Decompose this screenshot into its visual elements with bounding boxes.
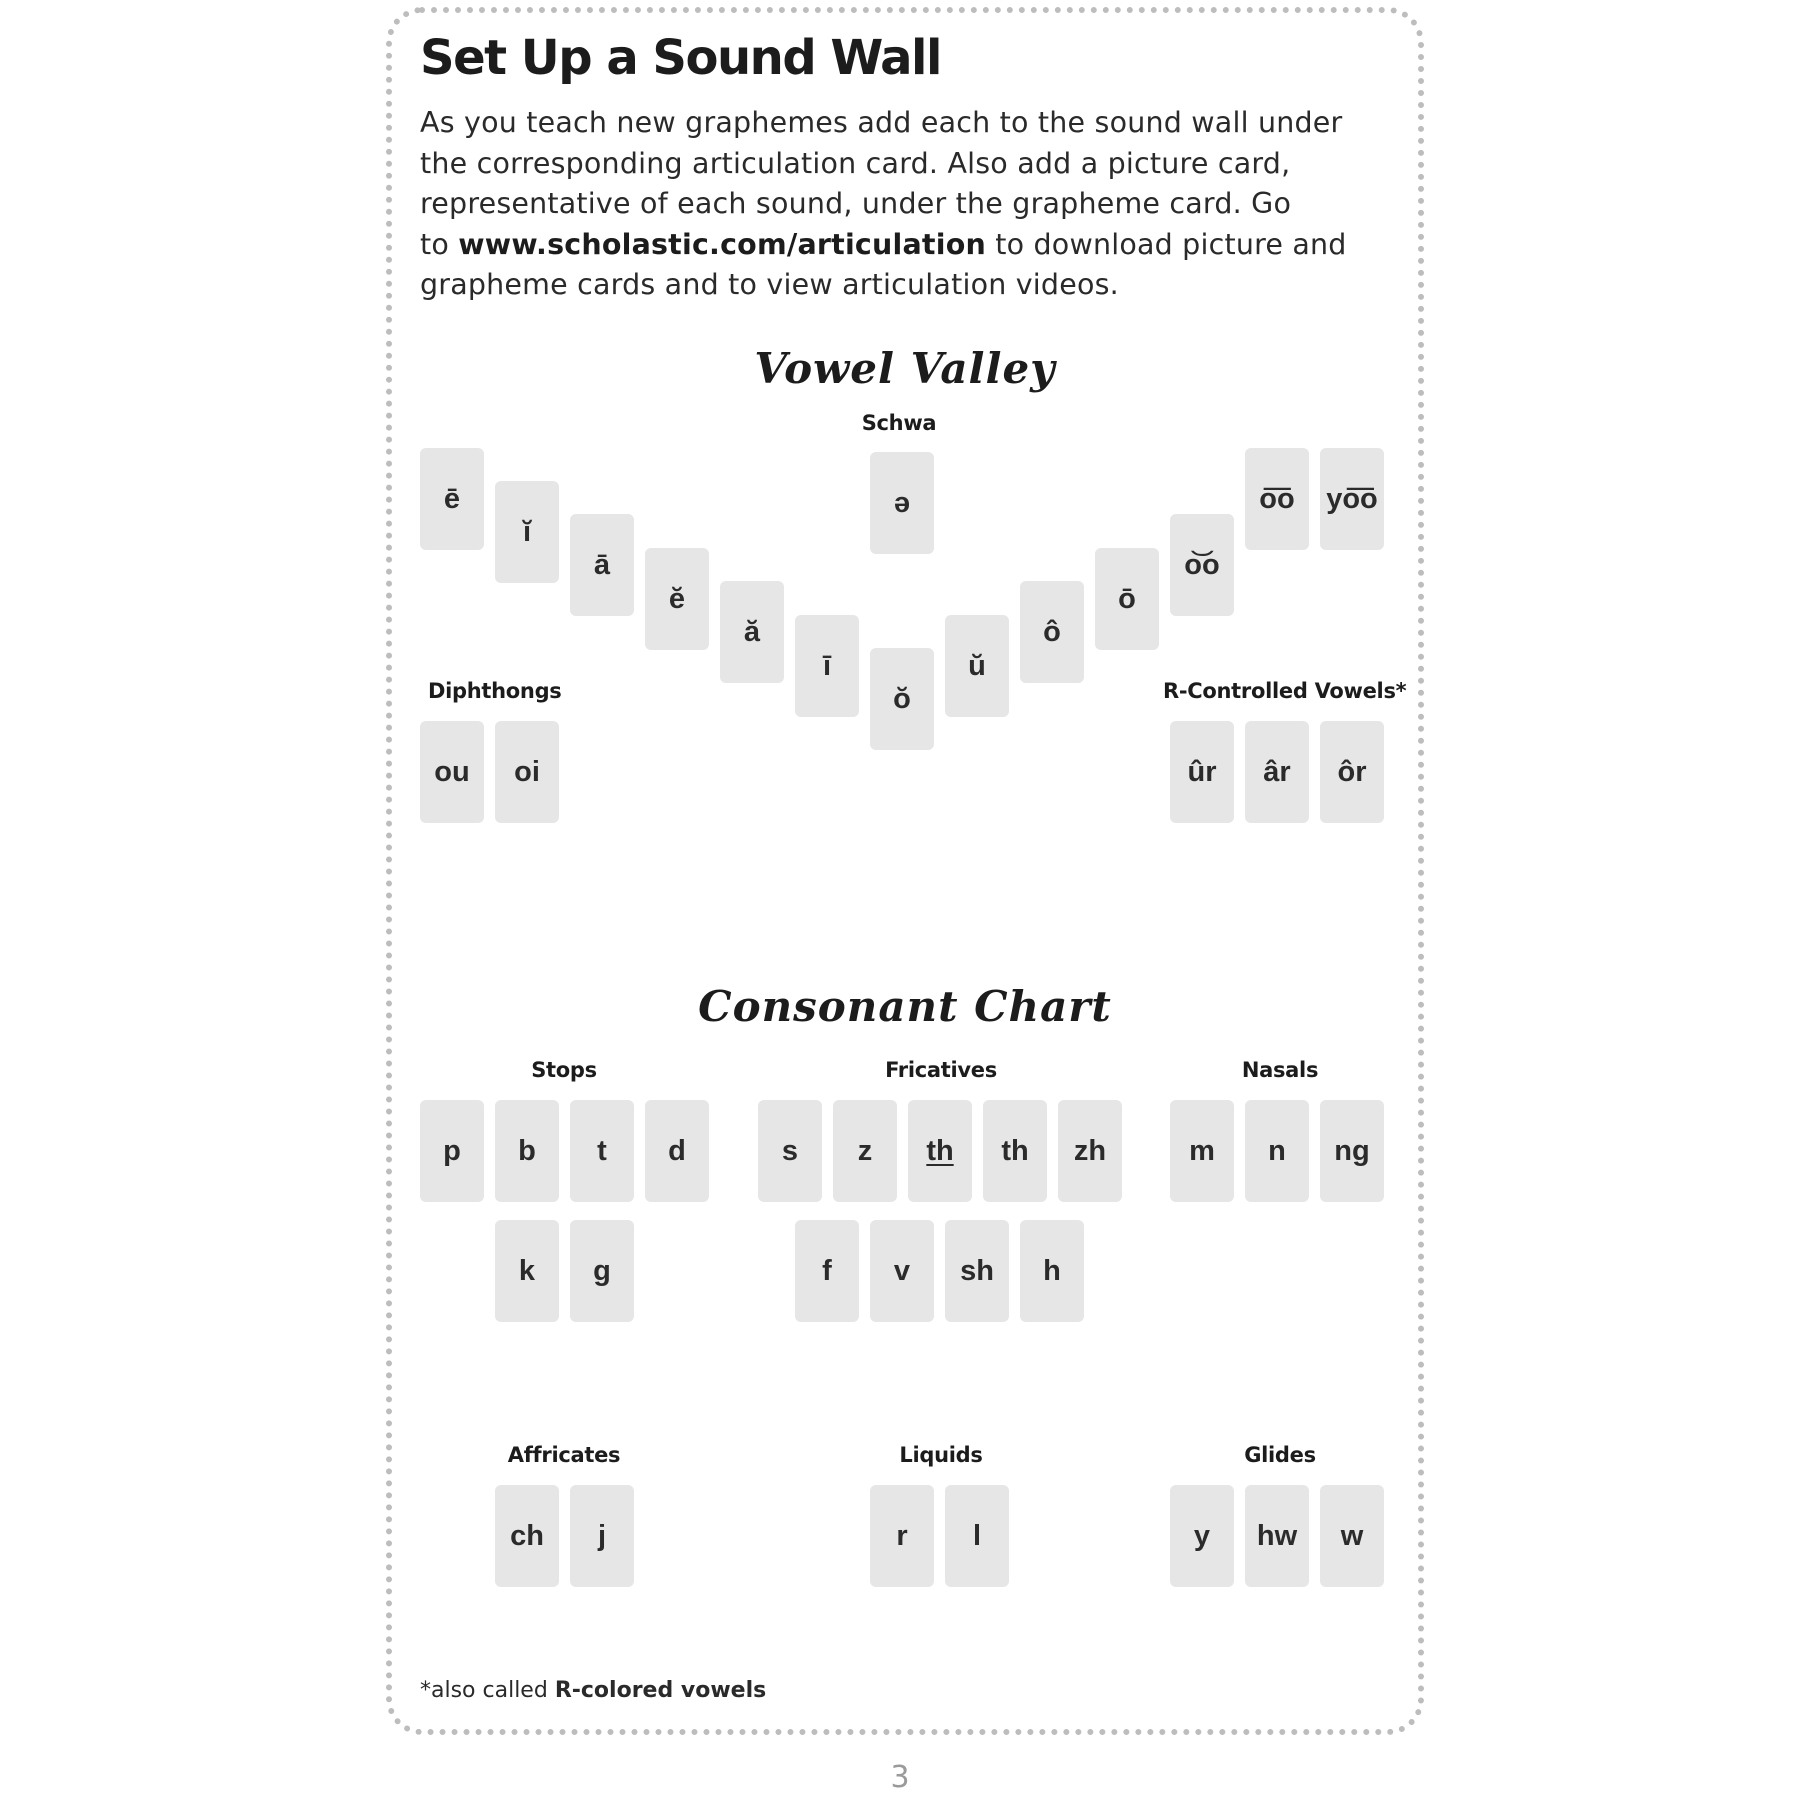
articulation-link[interactable]: www.scholastic.com/articulation — [458, 227, 986, 261]
glide-card-text: y — [1193, 1519, 1211, 1552]
fricative-card-text: f — [822, 1254, 832, 1287]
stop-card-text: d — [668, 1134, 686, 1167]
fricative-card — [833, 1100, 897, 1202]
nasal-card — [1245, 1100, 1309, 1202]
vowel-card — [720, 581, 784, 683]
nasal-card — [1320, 1100, 1384, 1202]
intro-line: As you teach new graphemes add each to the sound wall under — [420, 106, 1343, 139]
page-number: 3 — [890, 1760, 910, 1795]
r-controlled-card-text: ûr — [1187, 755, 1217, 788]
affricate-card-text: ch — [510, 1519, 544, 1552]
fricative-card-text: zh — [1073, 1134, 1107, 1167]
vowel-card-text: ă — [743, 615, 761, 648]
glide-card-text: w — [1340, 1519, 1364, 1552]
liquid-card — [945, 1485, 1009, 1587]
stop-card — [570, 1220, 634, 1322]
vowel-card — [1095, 548, 1159, 650]
fricative-card — [908, 1100, 972, 1202]
vowel-card-text: ĭ — [522, 515, 532, 548]
intro-line: to — [420, 227, 459, 261]
intro-line: to download picture and — [985, 227, 1347, 261]
nasals-label: Nasals — [1241, 1058, 1319, 1082]
intro-line: the corresponding articulation card. Also add a picture card, — [420, 146, 1291, 180]
stop-card — [495, 1100, 559, 1202]
affricates-label: Affricates — [507, 1443, 621, 1467]
page-title: Set Up a Sound Wall — [420, 30, 941, 86]
diphthongs-label: Diphthongs — [428, 679, 562, 703]
vowel-card — [495, 481, 559, 583]
nasal-card-text: m — [1189, 1134, 1215, 1167]
vowel-card-text: yo͞o — [1326, 482, 1378, 515]
vowel-card — [870, 648, 934, 750]
nasal-card-text: n — [1268, 1134, 1286, 1167]
fricative-card-text: v — [893, 1254, 911, 1287]
vowel-card-text: ŭ — [968, 649, 986, 682]
stop-card — [495, 1220, 559, 1322]
liquid-card-text: r — [896, 1519, 908, 1552]
fricatives-label: Fricatives — [885, 1058, 997, 1082]
fricative-card-text: sh — [960, 1254, 994, 1287]
glides-label: Glides — [1244, 1443, 1316, 1467]
glide-card — [1320, 1485, 1384, 1587]
stop-card — [420, 1100, 484, 1202]
vowel-card — [945, 615, 1009, 717]
consonant-chart-title: Consonant Chart — [698, 982, 1112, 1031]
stop-card-text: p — [443, 1134, 461, 1167]
vowel-card-text: ē — [443, 482, 461, 515]
stop-card-text: k — [518, 1254, 536, 1287]
fricative-card-text: th — [926, 1134, 954, 1167]
fricative-card — [1058, 1100, 1122, 1202]
fricative-card-text: th — [1001, 1134, 1029, 1167]
fricative-card — [795, 1220, 859, 1322]
fricative-card — [870, 1220, 934, 1322]
vowel-card — [420, 448, 484, 550]
glide-card-text: hw — [1256, 1519, 1298, 1552]
fricative-card — [983, 1100, 1047, 1202]
liquids-label: Liquids — [899, 1443, 983, 1467]
nasal-card-text: ng — [1334, 1134, 1370, 1167]
intro-line: representative of each sound, under the grapheme card. Go — [420, 187, 1292, 220]
r-controlled-card-text: âr — [1263, 755, 1291, 788]
r-controlled-card — [1245, 721, 1309, 823]
stops-label: Stops — [531, 1058, 597, 1082]
vowel-valley-title: Vowel Valley — [754, 344, 1056, 393]
vowel-card — [1320, 448, 1384, 550]
r-controlled-card-text: ôr — [1337, 755, 1367, 788]
affricate-card-text: j — [597, 1519, 607, 1552]
liquid-card — [870, 1485, 934, 1587]
diphthong-card-text: ou — [434, 755, 470, 788]
vowel-card-text: ā — [593, 548, 611, 581]
footnote-bold: R-colored vowels — [554, 1678, 767, 1703]
vowel-card — [795, 615, 859, 717]
stop-card — [570, 1100, 634, 1202]
footnote — [420, 1678, 766, 1703]
r-controlled-card — [1320, 721, 1384, 823]
diphthong-card — [495, 721, 559, 823]
fricative-card — [1020, 1220, 1084, 1322]
nasal-card — [1170, 1100, 1234, 1202]
glide-card — [1245, 1485, 1309, 1587]
intro-line: grapheme cards and to view articulation videos. — [420, 268, 1119, 301]
vowel-card — [1245, 448, 1309, 550]
schwa-card-text: ə — [893, 486, 911, 519]
diphthong-card — [420, 721, 484, 823]
diphthong-card-text: oi — [514, 755, 540, 788]
vowel-card-text: o͞o — [1259, 482, 1295, 515]
intro-paragraph — [420, 103, 1400, 306]
vowel-card-text: ĕ — [668, 582, 686, 615]
stop-card-text: t — [597, 1134, 607, 1167]
affricate-card — [570, 1485, 634, 1587]
schwa-card — [870, 452, 934, 554]
vowel-card — [645, 548, 709, 650]
vowel-card — [570, 514, 634, 616]
stop-card — [645, 1100, 709, 1202]
glide-card — [1170, 1485, 1234, 1587]
r-controlled-label: R-Controlled Vowels* — [1163, 679, 1407, 703]
affricate-card — [495, 1485, 559, 1587]
vowel-card-text: o͝o — [1184, 548, 1220, 581]
vowel-card-text: ô — [1043, 615, 1061, 648]
fricative-card — [945, 1220, 1009, 1322]
fricative-card-text: z — [857, 1134, 873, 1167]
schwa-label: Schwa — [861, 411, 937, 435]
footnote-text: *also called — [420, 1678, 555, 1703]
vowel-card-text: ŏ — [893, 682, 911, 715]
liquid-card-text: l — [972, 1519, 982, 1552]
vowel-card-text: ī — [822, 649, 832, 682]
stop-card-text: b — [518, 1134, 536, 1167]
vowel-card — [1170, 514, 1234, 616]
vowel-card — [1020, 581, 1084, 683]
fricative-card-text: s — [781, 1134, 799, 1167]
r-controlled-card — [1170, 721, 1234, 823]
fricative-card — [758, 1100, 822, 1202]
vowel-card-text: ō — [1118, 582, 1136, 615]
fricative-card-text: h — [1043, 1254, 1061, 1287]
stop-card-text: g — [593, 1254, 611, 1287]
